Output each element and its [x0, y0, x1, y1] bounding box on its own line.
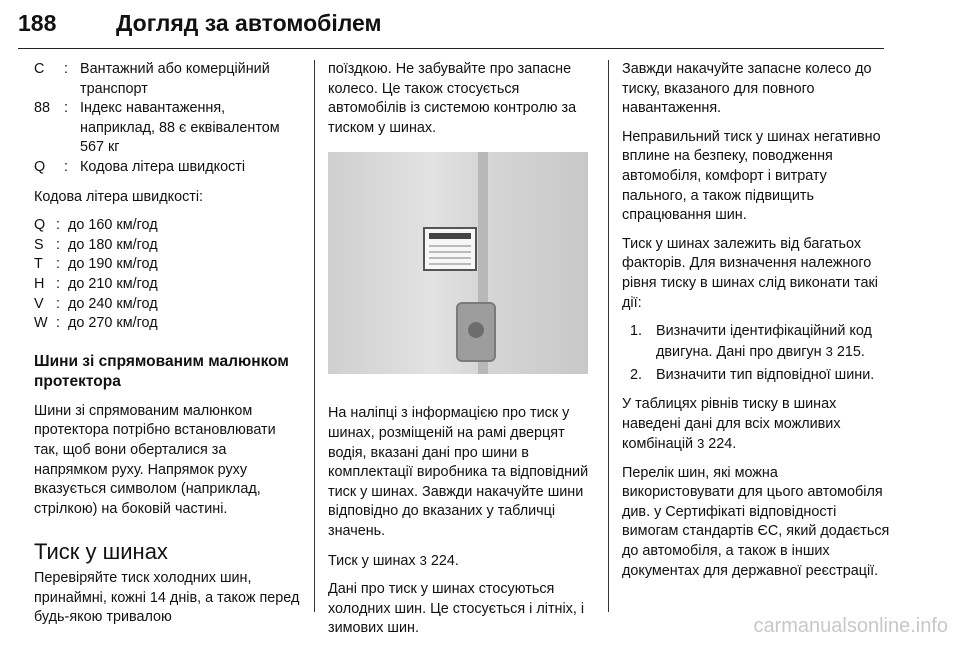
definition-separator: :	[56, 275, 60, 292]
definition-separator: :	[56, 256, 60, 273]
step-text: Визначити тип відповідної шини.	[656, 367, 875, 384]
page-number: 188	[18, 10, 57, 36]
step-item	[622, 322, 890, 362]
definition-separator: :	[64, 61, 68, 77]
photo-caption: На наліпці з інформацією про тиск у шинах, розміщеній на рамі дверцят водія, вказані дані про шини в комплектації виробника та відповідний тиск у шинах. Завжди накачуйте шини відповідно до вказаних у табличці значень.	[328, 405, 589, 539]
definition-separator: :	[64, 100, 68, 117]
definition-separator: :	[64, 158, 68, 175]
speed-term: H	[34, 275, 45, 292]
tables-paragraph	[622, 395, 890, 455]
xref-page-link[interactable]: 224.	[430, 552, 459, 569]
speed-desc: до 270 км/год	[68, 315, 158, 332]
page-header	[18, 4, 884, 48]
factors-paragraph: Тиск у шинах залежить від багатьох факторів. Для визначення належного рівня тиску в шинах слід виконати такі дії:	[622, 235, 878, 311]
definition-desc: Вантажний або комерційний транспорт	[80, 61, 270, 97]
spare-wheel-paragraph: Завжди накачуйте запасне колесо до тиску, вказаного для повного навантаження.	[622, 61, 872, 117]
page-ref-icon: 3	[825, 343, 833, 359]
definition-separator: :	[56, 295, 60, 312]
load-code-list	[34, 60, 302, 178]
pressure-paragraph-cont: поїздкою. Не забувайте про запасне колесо. Це також стосується автомобілів із системою контролю за тиском у шинах.	[328, 61, 577, 136]
speed-row	[34, 275, 302, 295]
speed-desc: до 210 км/год	[68, 275, 158, 292]
page-ref-icon: 3	[697, 436, 705, 452]
step-text	[656, 322, 890, 362]
speed-row	[34, 255, 302, 275]
definition-term: 88	[34, 100, 51, 117]
definition-row	[34, 158, 302, 178]
speed-row	[34, 314, 302, 334]
wrong-pressure-paragraph: Неправильний тиск у шинах негативно вплине на безпеку, поводження автомобіля, комфорт і витрату пального, а також підвищить спрацювання шин.	[622, 128, 881, 224]
certificate-paragraph: Перелік шин, які можна використовувати для цього автомобіля див. у Сертифікаті відповідності вимогам стандартів ЄС, який додається до автомобіля, а також в інших документах для державної реєстрації.	[622, 464, 890, 579]
speed-row	[34, 236, 302, 256]
speed-row	[34, 216, 302, 236]
directional-body: Шини зі спрямованим малюнком протектора потрібно встановлювати так, щоб вони оберталися за напрямком руху. Напрямок руху вказується символом (наприклад, стрілкою) на боковій частині.	[34, 402, 276, 517]
speed-code-list	[34, 216, 302, 334]
column-2	[328, 60, 596, 648]
step-index: 1.	[630, 323, 643, 340]
definition-separator: :	[56, 217, 60, 234]
definition-term: Q	[34, 158, 46, 175]
door-frame-photo	[328, 152, 588, 374]
xref-text: Тиск у шинах	[328, 552, 416, 569]
speed-term: S	[34, 236, 44, 253]
speed-desc: до 180 км/год	[68, 236, 158, 253]
tables-text: У таблицях рівнів тиску в шинах наведені дані для всіх можливих комбінацій	[622, 395, 841, 453]
page-ref-icon: 3	[419, 552, 427, 568]
speed-term: Q	[34, 217, 46, 234]
pressure-paragraph: Перевіряйте тиск холодних шин, принаймні, кожні 14 днів, а також перед будь-якою тривалою	[34, 570, 300, 626]
page-title: Догляд за автомобілем	[116, 10, 382, 36]
definition-separator: :	[56, 315, 60, 332]
column-3	[622, 60, 890, 590]
definition-desc: Кодова літера швидкості	[80, 158, 246, 175]
column-divider	[608, 60, 609, 612]
definition-row	[34, 99, 302, 158]
definition-desc: Індекс навантаження, наприклад, 88 є еквівалентом 567 кг	[80, 100, 280, 156]
speed-desc: до 240 км/год	[68, 295, 158, 312]
definition-term: C	[34, 61, 45, 77]
definition-row	[34, 60, 302, 99]
pressure-heading: Тиск у шинах	[34, 539, 168, 565]
step-index: 2.	[630, 367, 643, 384]
column-1	[34, 60, 302, 637]
header-rule	[18, 48, 884, 49]
speed-term: V	[34, 295, 44, 312]
speed-desc: до 190 км/год	[68, 256, 158, 273]
xref-paragraph	[328, 551, 596, 572]
speed-term: T	[34, 256, 43, 273]
tables-page-link[interactable]: 224.	[708, 436, 737, 453]
step-page-link[interactable]: 215.	[836, 343, 865, 360]
cold-tires-paragraph: Дані про тиск у шинах стосуються холодних шин. Це стосується і літніх, і зимових шин.	[328, 581, 585, 637]
speed-intro: Кодова літера швидкості:	[34, 188, 204, 205]
speed-term: W	[34, 315, 48, 332]
tire-pressure-label-icon	[423, 227, 477, 271]
step-item	[622, 366, 890, 386]
speed-row	[34, 295, 302, 315]
speed-desc: до 160 км/год	[68, 217, 158, 234]
definition-separator: :	[56, 236, 60, 253]
steps-list	[622, 322, 890, 386]
directional-heading: Шини зі спрямованим малюнком протектора	[34, 352, 289, 390]
column-divider	[314, 60, 315, 612]
step-body: Визначити ідентифікаційний код двигуна. Дані про двигун	[656, 323, 872, 360]
watermark: carmanualsonline.info	[753, 615, 948, 637]
